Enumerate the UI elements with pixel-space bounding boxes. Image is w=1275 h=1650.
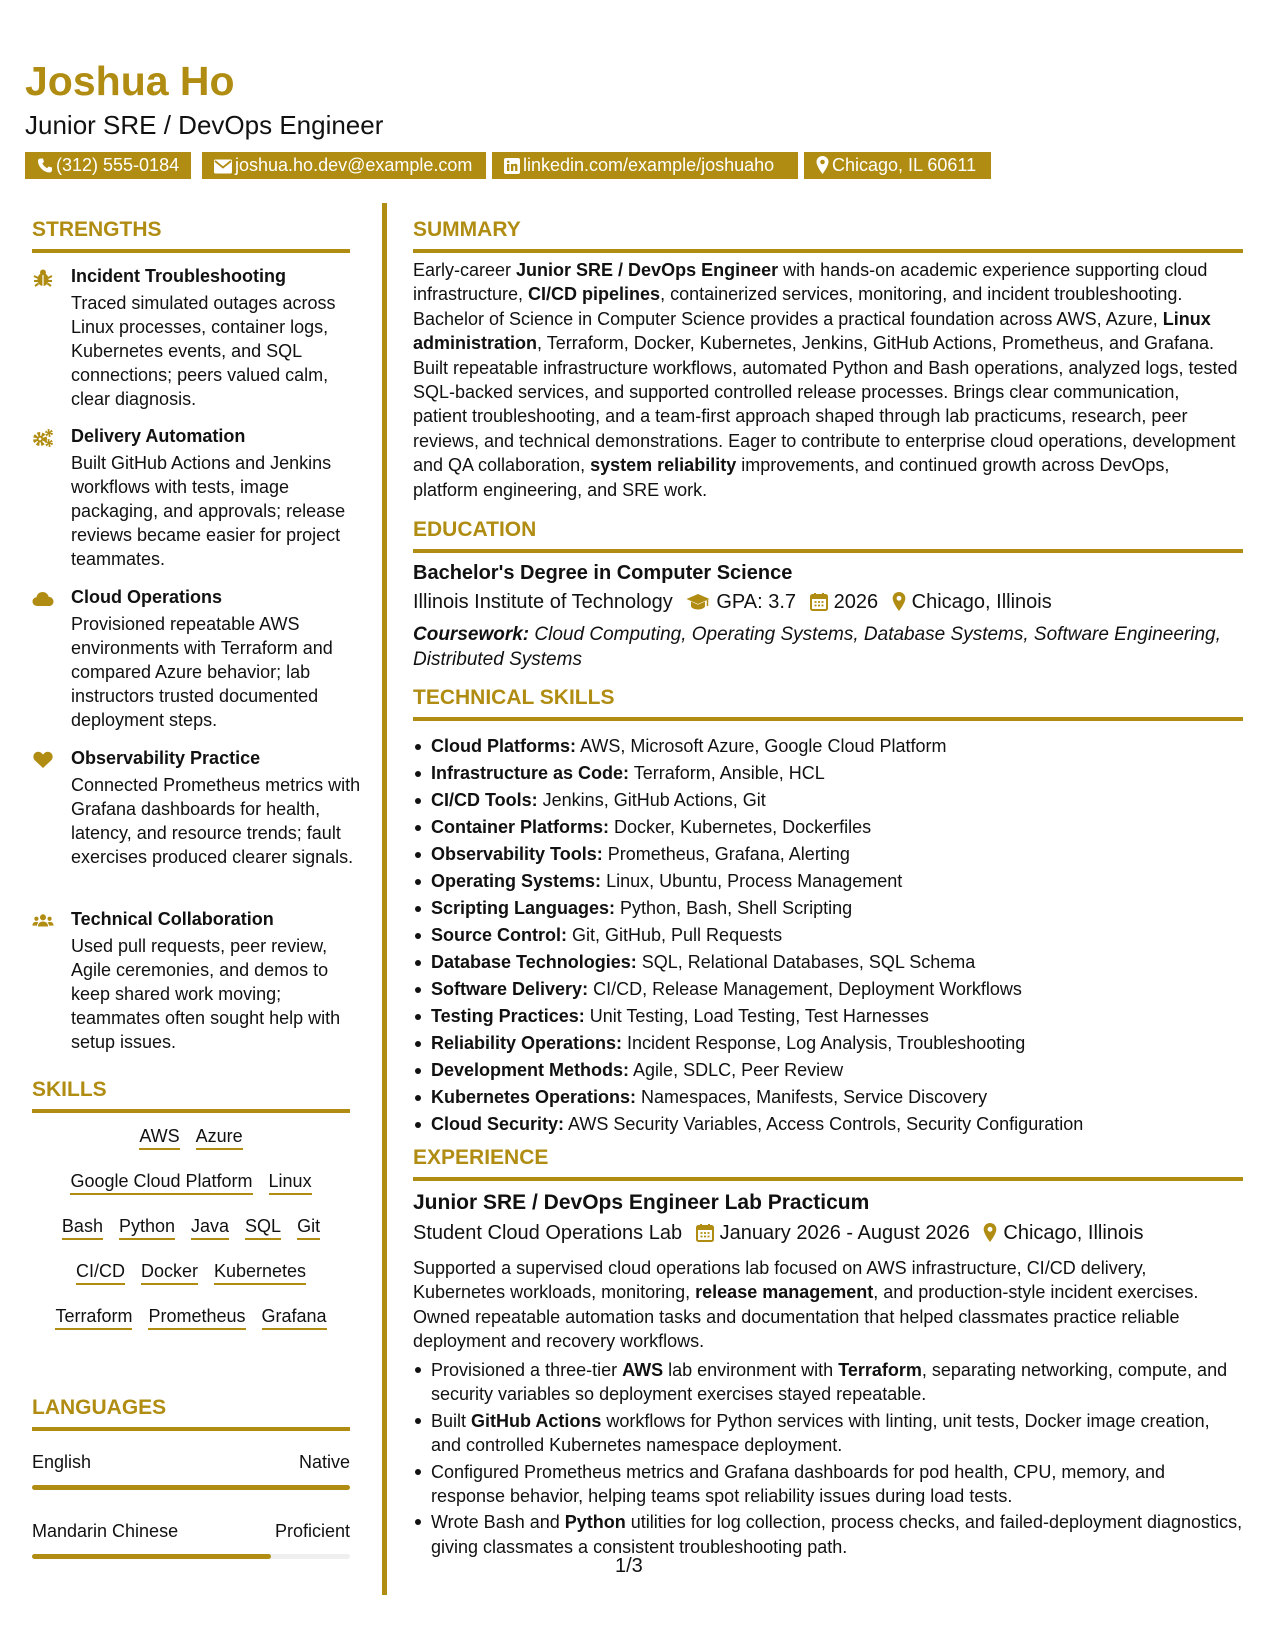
skills-rule [32, 1109, 350, 1113]
language-bar-fill [32, 1554, 271, 1559]
technical-skill-value: AWS Security Variables, Access Controls, Security Configuration [564, 1114, 1084, 1134]
text-run: Supported a supervised cloud operations lab focused on AWS infrastructure, CI/CD delivery, Kubernetes workloads, monitoring, [413, 1258, 1147, 1303]
technical-skill-label: Operating Systems: [431, 871, 602, 891]
skill-tag: SQL [245, 1215, 281, 1240]
technical-skill-value: Linux, Ubuntu, Process Management [601, 871, 903, 891]
text-run: improvements, and continued growth across DevOps, platform engineering, and SRE work. [413, 455, 1170, 500]
strength-title: Technical Collaboration [71, 909, 274, 929]
strength-desc: Built GitHub Actions and Jenkins workflows with tests, image packaging, and approvals; release reviews became easier for project teammates. [71, 453, 346, 569]
bug-icon [32, 268, 54, 288]
location-text: Chicago, IL 60611 [832, 155, 977, 175]
technical-skill-label: Software Delivery: [431, 979, 589, 999]
technical-skill-item [413, 976, 1253, 1003]
technical-skill-value: Unit Testing, Load Testing, Test Harnesses [584, 1006, 929, 1026]
technical-skill-item [413, 949, 1253, 976]
coursework [413, 622, 1233, 672]
envelope-icon [214, 159, 232, 174]
experience-rule [413, 1177, 1243, 1181]
technical-skill-item [413, 841, 1253, 868]
location-chip [804, 152, 991, 179]
language-bar-fill [32, 1485, 350, 1490]
job-location: Chicago, Illinois [1003, 1222, 1144, 1244]
strength-title: Delivery Automation [71, 426, 246, 446]
technical-skill-value: Agile, SDLC, Peer Review [629, 1060, 844, 1080]
text-run: Provisioned a three-tier [431, 1360, 623, 1380]
candidate-name: Joshua Ho [25, 58, 235, 104]
emphasis-text: Junior SRE / DevOps Engineer [516, 260, 779, 280]
technical-skill-item [413, 1003, 1253, 1030]
text-run: , containerized services, monitoring, and incident troubleshooting. Bachelor of Science in Computer Science provides a practical foundation across AWS, Azure, [413, 284, 1183, 329]
linkedin-text: linkedin.com/example/joshuaho [523, 155, 775, 175]
skill-tag: Linux [269, 1170, 312, 1195]
emphasis-text: Linux administration [413, 308, 1211, 354]
job-bullet [413, 1358, 1243, 1407]
skill-tag: Terraform [55, 1305, 132, 1330]
text-run: Early-career [413, 260, 517, 280]
strength-desc: Provisioned repeatable AWS environments with Terraform and compared Azure behavior; lab instructors trusted documented deployment steps. [71, 614, 333, 730]
text-run: utilities for log collection, process checks, and failed-deployment diagnostics, giving classmates a consistent troubleshooting path. [431, 1512, 1243, 1557]
technical-skill-label: Testing Practices: [431, 1006, 585, 1026]
experience-heading: EXPERIENCE [413, 1146, 549, 1169]
text-run: lab environment with [663, 1360, 839, 1380]
text-run: Wrote Bash and [431, 1512, 565, 1533]
education-rule [413, 549, 1243, 553]
technical-skill-item [413, 814, 1253, 841]
skill-tag: AWS [139, 1125, 179, 1150]
job-title: Junior SRE / DevOps Engineer Lab Practicum [413, 1191, 870, 1214]
linkedin-chip[interactable] [492, 152, 798, 179]
graduation-cap-icon [686, 593, 710, 611]
text-run: workflows for Python services with linting, unit tests, Docker image creation, and controlled Kubernetes namespace deployment. [431, 1410, 1210, 1456]
technical-skill-label: Cloud Platforms: [431, 736, 577, 756]
candidate-title: Junior SRE / DevOps Engineer [25, 110, 384, 140]
page-number: 1/3 [615, 1555, 643, 1577]
skill-tag: Azure [196, 1125, 243, 1150]
technical-skill-label: Development Methods: [431, 1060, 630, 1080]
strength-desc: Connected Prometheus metrics with Grafana dashboards for health, latency, and resource trends; fault exercises produced clearer signals. [71, 775, 361, 867]
technical-skill-item [413, 760, 1253, 787]
language-bar [32, 1554, 350, 1559]
location-pin-icon [983, 1223, 997, 1242]
technical-skill-item [413, 787, 1253, 814]
gears-icon [32, 428, 54, 448]
technical-skill-item [413, 922, 1253, 949]
technical-skill-label: Source Control: [431, 925, 568, 945]
emphasis-text: release management [695, 1282, 874, 1303]
text-run: Configured Prometheus metrics and Grafana dashboards for pod health, CPU, memory, and response behavior, helping teams spot reliability issues during load tests. [431, 1461, 1166, 1507]
technical-skill-value: Incident Response, Log Analysis, Troubleshooting [622, 1033, 1026, 1053]
skill-tag: Bash [62, 1215, 103, 1240]
technical-skill-item [413, 1111, 1253, 1138]
technical-skill-label: Infrastructure as Code: [431, 763, 630, 783]
gpa: GPA: 3.7 [716, 591, 797, 613]
text-run: Built [431, 1410, 472, 1431]
technical-skill-item [413, 1057, 1253, 1084]
technical-skills-list [413, 733, 1253, 1138]
technical-skill-label: Database Technologies: [431, 952, 637, 972]
job-bullet [413, 1409, 1243, 1458]
strength-desc: Used pull requests, peer review, Agile ceremonies, and demos to keep shared work moving; teammates often sought help with setup issues. [71, 936, 341, 1052]
language-name: Mandarin Chinese [32, 1521, 179, 1541]
email-text: joshua.ho.dev@example.com [235, 155, 473, 175]
languages-heading: LANGUAGES [32, 1396, 167, 1419]
skill-tag: Kubernetes [214, 1260, 306, 1285]
language-level: Native [298, 1452, 350, 1472]
calendar-icon [810, 592, 828, 611]
skill-tag: CI/CD [76, 1260, 125, 1285]
emphasis-text: Python [564, 1512, 626, 1533]
strength-desc: Traced simulated outages across Linux processes, container logs, Kubernetes events, and SQL connections; peers valued calm, clear diagnosis. [71, 293, 336, 409]
strength-title: Cloud Operations [71, 587, 223, 607]
skill-tag: Grafana [262, 1305, 327, 1330]
skill-row [32, 1125, 350, 1150]
language-level: Proficient [274, 1521, 350, 1541]
technical-skills-rule [413, 717, 1243, 721]
technical-skill-value: Namespaces, Manifests, Service Discovery [636, 1087, 988, 1107]
skill-tag: Java [191, 1215, 229, 1240]
coursework-label: Coursework: [413, 624, 530, 645]
technical-skill-value: Python, Bash, Shell Scripting [615, 898, 853, 918]
cloud-icon [32, 589, 54, 609]
text-run: , separating networking, compute, and security variables so deployment exercises stayed repeatable. [431, 1360, 1228, 1405]
summary-rule [413, 249, 1243, 253]
skill-tag: Docker [141, 1260, 198, 1285]
technical-skill-value: Docker, Kubernetes, Dockerfiles [609, 817, 872, 837]
job-bullet [413, 1460, 1243, 1509]
technical-skill-label: CI/CD Tools: [431, 790, 538, 810]
summary-text [413, 258, 1238, 502]
technical-skill-value: Jenkins, GitHub Actions, Git [537, 790, 766, 810]
location-pin-icon [892, 592, 906, 611]
job-dates: January 2026 - August 2026 [719, 1222, 970, 1244]
heart-icon [32, 750, 54, 770]
column-divider [382, 203, 387, 1595]
job-bullets [413, 1358, 1243, 1561]
technical-skill-label: Reliability Operations: [431, 1033, 623, 1053]
technical-skill-item [413, 733, 1253, 760]
skill-tag: Prometheus [148, 1305, 245, 1330]
education-heading: EDUCATION [413, 518, 537, 541]
technical-skill-label: Scripting Languages: [431, 898, 616, 918]
email-chip[interactable] [202, 152, 486, 179]
users-icon [32, 911, 54, 931]
skills-heading: SKILLS [32, 1078, 107, 1101]
strengths-heading: STRENGTHS [32, 218, 162, 241]
technical-skill-label: Container Platforms: [431, 817, 610, 837]
skill-row [32, 1215, 350, 1240]
languages-rule [32, 1427, 350, 1431]
education-location: Chicago, Illinois [911, 591, 1052, 613]
job-org: Student Cloud Operations Lab [413, 1222, 683, 1244]
language-bar [32, 1485, 350, 1490]
skill-tag: Google Cloud Platform [70, 1170, 252, 1195]
emphasis-text: GitHub Actions [471, 1410, 602, 1431]
emphasis-text: CI/CD pipelines [528, 284, 661, 305]
skill-tag: Python [119, 1215, 175, 1240]
strengths-rule [32, 249, 350, 253]
strength-title: Incident Troubleshooting [71, 266, 286, 286]
skill-row [32, 1260, 350, 1285]
text-run: , and production-style incident exercises. Owned repeatable automation tasks and documentation that helped classmates practice reliable deployment and recovery workflows. [413, 1282, 1199, 1352]
technical-skill-item [413, 1030, 1253, 1057]
text-run: with hands-on academic experience supporting cloud infrastructure, [413, 260, 1208, 305]
technical-skill-item [413, 1084, 1253, 1111]
calendar-icon [696, 1223, 714, 1242]
emphasis-text: Terraform [838, 1360, 922, 1380]
job-meta [413, 1222, 1143, 1245]
coursework-list: Cloud Computing, Operating Systems, Database Systems, Software Engineering, Distributed Systems [413, 624, 1221, 670]
school-name: Illinois Institute of Technology [413, 591, 673, 613]
job-description [413, 1256, 1243, 1354]
technical-skill-value: AWS, Microsoft Azure, Google Cloud Platform [576, 736, 947, 756]
technical-skill-item [413, 868, 1253, 895]
emphasis-text: system reliability [590, 455, 737, 476]
language-name: English [32, 1452, 92, 1472]
skill-row [32, 1305, 350, 1330]
job-bullet [413, 1510, 1243, 1559]
text-run: , Terraform, Docker, Kubernetes, Jenkins, GitHub Actions, Prometheus, and Grafana. Built repeatable infrastructure workflows, automated Python and Bash operations, analyzed logs, tested SQL-backed services, and supported controlled release processes. Brings clear communication, patient troubleshooting, and a team-first approach shaped through lab practicums, research, peer reviews, and technical demonstrations. Eager to contribute to enterprise cloud operations, development and QA collaboration, [413, 333, 1238, 476]
education-meta [413, 591, 1052, 614]
technical-skill-item [413, 895, 1253, 922]
phone-icon [37, 157, 53, 174]
technical-skills-heading: TECHNICAL SKILLS [413, 686, 615, 709]
technical-skill-label: Kubernetes Operations: [431, 1087, 637, 1107]
phone-text: (312) 555-0184 [56, 155, 180, 175]
strength-title: Observability Practice [71, 748, 261, 768]
location-pin-icon [816, 156, 829, 174]
technical-skill-value: Terraform, Ansible, HCL [629, 763, 825, 783]
phone-chip[interactable] [25, 152, 191, 179]
linkedin-icon [504, 158, 520, 174]
graduation-year: 2026 [833, 591, 879, 613]
technical-skill-label: Cloud Security: [431, 1114, 565, 1134]
technical-skill-value: Prometheus, Grafana, Alerting [602, 844, 850, 864]
technical-skill-value: SQL, Relational Databases, SQL Schema [636, 952, 976, 972]
technical-skill-value: CI/CD, Release Management, Deployment Workflows [588, 979, 1022, 999]
skill-tag: Git [297, 1215, 320, 1240]
summary-heading: SUMMARY [413, 218, 521, 241]
skill-row [32, 1170, 350, 1195]
technical-skill-value: Git, GitHub, Pull Requests [567, 925, 783, 945]
emphasis-text: AWS [622, 1360, 664, 1380]
degree-name: Bachelor's Degree in Computer Science [413, 562, 793, 584]
technical-skill-label: Observability Tools: [431, 844, 603, 864]
